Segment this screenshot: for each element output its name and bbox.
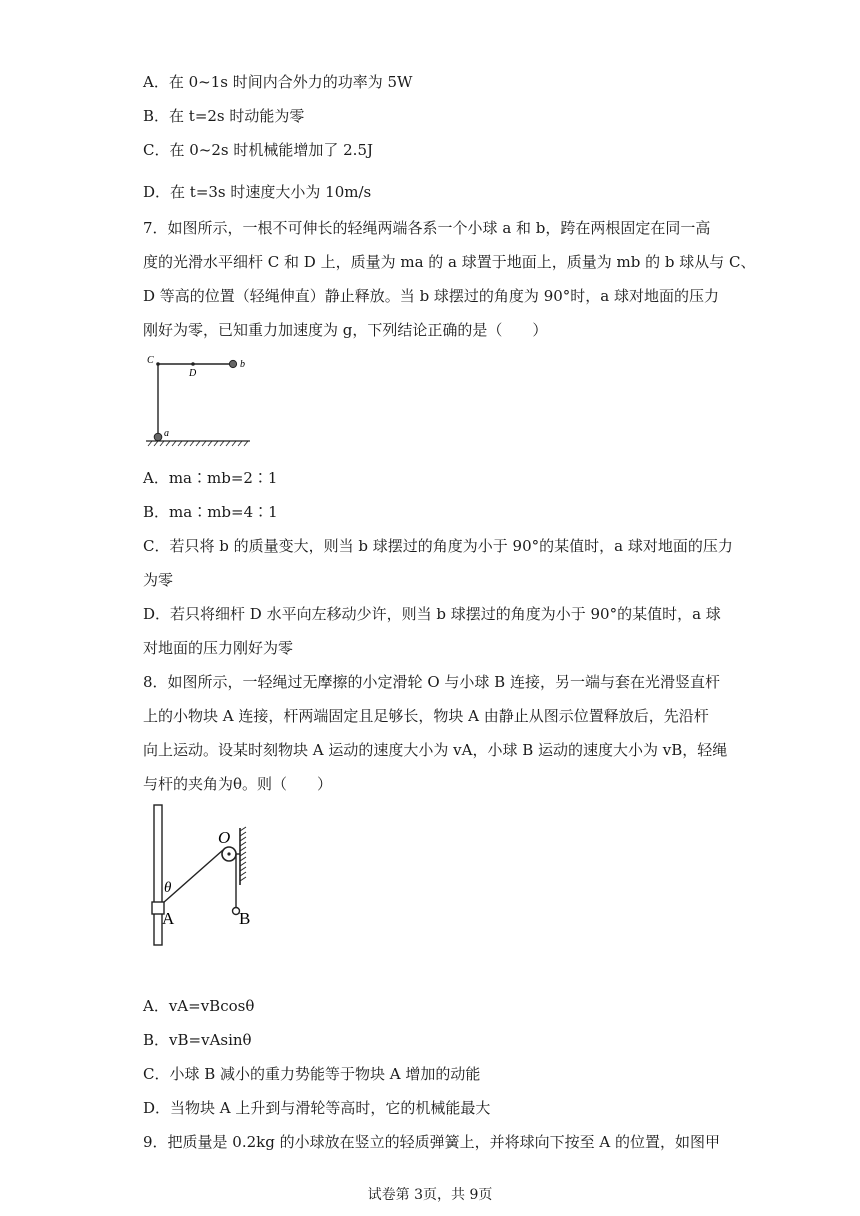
- q7-label-b: b: [240, 359, 245, 370]
- q8-figure: [145, 800, 275, 950]
- q7-option-b: B．ma∶mb=4∶1: [143, 503, 278, 521]
- q8-option-d: D．当物块 A 上升到与滑轮等高时，它的机械能最大: [143, 1099, 491, 1117]
- page-footer: 试卷第 3页，共 9页: [367, 1187, 493, 1203]
- q8-option-b: B．vB=vAsinθ: [143, 1031, 252, 1049]
- q7-option-d-line-1: D．若只将细杆 D 水平向左移动少许，则当 b 球摆过的角度为小于 90°的某值时，a 球: [143, 605, 721, 623]
- q7-option-a: A．ma∶mb=2∶1: [143, 469, 278, 487]
- q8-option-c: C．小球 B 减小的重力势能等于物块 A 增加的动能: [143, 1065, 481, 1083]
- q7-stem-line-4: 刚好为零，已知重力加速度为 g，下列结论正确的是（ ）: [143, 321, 548, 339]
- q9-stem-line-1: 9．把质量是 0.2kg 的小球放在竖立的轻质弹簧上，并将球向下按至 A 的位置，如图甲: [143, 1133, 720, 1151]
- q8-option-a: A．vA=vBcosθ: [143, 997, 255, 1015]
- q6-option-d: D．在 t=3s 时速度大小为 10m/s: [143, 183, 372, 201]
- q8-label-theta: θ: [164, 880, 172, 896]
- q6-option-a: A．在 0~1s 时间内合外力的功率为 5W: [143, 73, 413, 91]
- q7-figure: [140, 350, 260, 450]
- q8-stem-line-3: 向上运动。设某时刻物块 A 运动的速度大小为 vA，小球 B 运动的速度大小为 vB，轻绳: [143, 741, 728, 759]
- q8-stem-line-2: 上的小物块 A 连接，杆两端固定且足够长，物块 A 由静止从图示位置释放后，先沿杆: [143, 707, 709, 725]
- q7-option-c-line-1: C．若只将 b 的质量变大，则当 b 球摆过的角度为小于 90°的某值时，a 球对地面的压力: [143, 537, 733, 555]
- q6-option-c: C．在 0~2s 时机械能增加了 2.5J: [143, 141, 374, 159]
- q7-option-c-line-2: 为零: [143, 571, 174, 589]
- q7-label-a: a: [164, 428, 169, 439]
- q8-label-b: B: [239, 909, 251, 928]
- q7-label-d: D: [189, 368, 197, 379]
- q8-stem-line-4: 与杆的夹角为θ。则（ ）: [143, 775, 333, 793]
- q7-stem-line-3: D 等高的位置（轻绳伸直）静止释放。当 b 球摆过的角度为 90°时，a 球对地面的压力: [143, 287, 720, 305]
- q8-stem-line-1: 8．如图所示，一轻绳过无摩擦的小定滑轮 O 与小球 B 连接，另一端与套在光滑竖直杆: [143, 673, 720, 691]
- q7-stem-line-2: 度的光滑水平细杆 C 和 D 上，质量为 ma 的 a 球置于地面上，质量为 mb 的 b 球从与 C、: [143, 253, 756, 271]
- q8-label-a: A: [162, 909, 175, 928]
- q7-stem-line-1: 7．如图所示，一根不可伸长的轻绳两端各系一个小球 a 和 b，跨在两根固定在同一高: [143, 219, 711, 237]
- q6-option-b: B．在 t=2s 时动能为零: [143, 107, 305, 125]
- q7-label-c: C: [147, 355, 154, 366]
- q8-label-o: O: [218, 828, 231, 847]
- q7-option-d-line-2: 对地面的压力刚好为零: [143, 639, 294, 657]
